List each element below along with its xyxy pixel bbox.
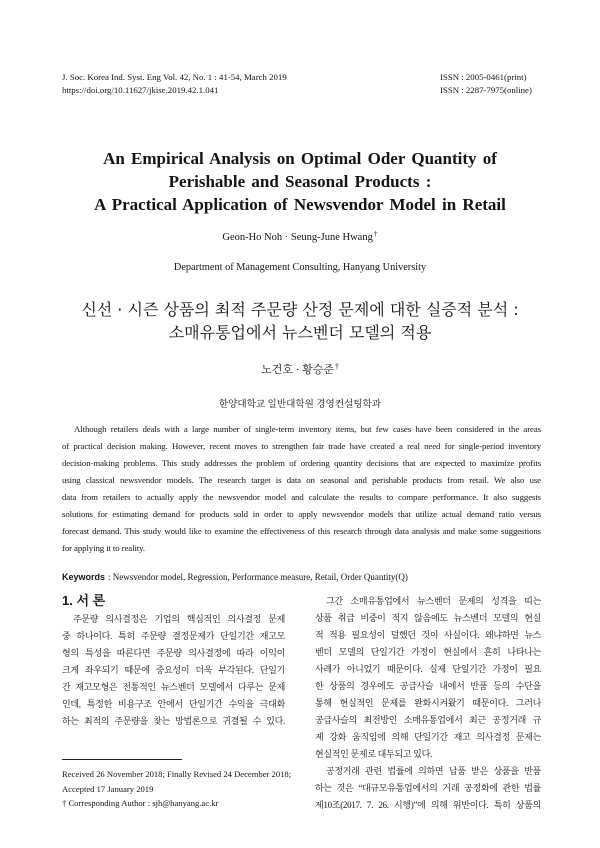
abstract-line: Although retailers deals with a large number of single-term inventory items, but few cases have been considered in the areas: [74, 424, 541, 434]
korean-author-names: 노건호 · 황승준: [261, 364, 334, 376]
keywords-text: : Newsvendor model, Regression, Performance measure, Retail, Order Quantity(Q): [108, 572, 408, 582]
right-column-line: 현실적인 문제로 대두되고 있다.: [315, 748, 432, 759]
right-column-line: 한 상품의 경우에도 공급사슬 내에서 반품 등의 수단을: [315, 680, 541, 691]
right-column-line: 적 적용 필요성이 덜했던 것이 사실이다. 왜냐하면 뉴스: [315, 629, 541, 640]
accepted-date: Accepted 17 January 2019: [62, 783, 154, 794]
left-column-line: 간 재고모형은 전통적인 뉴스벤더 모델에서 다루는 문제: [62, 681, 285, 692]
abstract-line: of practical decision making. However, recent moves to strengthen fair trade have created a real need for single-period inventory: [62, 441, 541, 451]
doi-link[interactable]: https://doi.org/10.11627/jkise.2019.42.1.041: [62, 85, 219, 95]
english-affiliation: Department of Management Consulting, Hanyang University: [173, 262, 427, 273]
right-column-line: 사례가 아니었기 때문이다. 실제 단일기간 가정이 필요: [315, 663, 541, 674]
korean-title-line: 신선 · 시즌 상품의 최적 주문량 산정 문제에 대한 실증적 분석 :: [81, 300, 519, 319]
journal-citation: J. Soc. Korea Ind. Syst. Eng Vol. 42, No. 1 : 41-54, March 2019: [62, 72, 287, 82]
left-column-line: 중 하나이다. 특히 주문량 결정문제가 단일기간 재고모: [62, 630, 285, 641]
right-column-line: 상품 취급 비중이 적지 않음에도 뉴스벤더 모델의 현실: [315, 612, 541, 623]
english-title: [0, 147, 600, 216]
left-column-line: 인데, 특정한 비용구조 안에서 단일기간 수익을 극대화: [62, 698, 285, 709]
right-column-line: 하는 것은 “대규모유통업에서의 거래 공정화에 관한 법률: [315, 782, 541, 793]
left-column-line: 하는 최적의 주문량을 찾는 방법론으로 귀결될 수 있다.: [62, 715, 285, 726]
english-author-names: Geon-Ho Noh · Seung-June Hwang: [222, 232, 373, 243]
english-title-line: An Empirical Analysis on Optimal Oder Quantity of: [103, 149, 497, 168]
right-column-line: 공정거래 관련 법률에 의하면 납품 받은 상품을 반품: [326, 765, 541, 776]
english-authors: [0, 231, 600, 245]
abstract-line: forecast demand. This study would like to examine the effectiveness of this research through data analysis and make some suggestions: [62, 526, 541, 536]
right-column-line: 제10조(2017. 7. 26. 시행)”에 의해 위반이다. 특히 상품의: [315, 799, 541, 810]
korean-title-line: 소매유통업에서 뉴스벤더 모델의 적용: [168, 323, 432, 342]
abstract: [62, 421, 541, 557]
corresponding-mark: †: [373, 229, 378, 238]
right-column-line: 통해 현실적인 문제를 완화시켜왔기 때문이다. 그러나: [315, 697, 541, 708]
korean-authors: [0, 363, 600, 378]
left-column-line: 형의 특성을 따른다면 주문량 의사결정에 따라 이익이: [62, 647, 285, 658]
left-column-line: 주문량 의사결정은 기업의 핵심적인 의사결정 문제: [73, 613, 285, 624]
english-title-line: Perishable and Seasonal Products :: [168, 172, 432, 191]
issn-online: ISSN : 2287-7975(online): [440, 85, 532, 95]
abstract-line: for applying it to reality.: [62, 543, 145, 553]
right-column-line: 벤더 모델의 단일기간 가정이 현실에서 흔히 나타나는: [315, 646, 541, 657]
left-column-line: 크게 좌우되기 때문에 중요성이 더욱 부각된다. 단일기: [62, 664, 285, 675]
corresponding-author: † Corresponding Author : sjh@hanyang.ac.kr: [62, 798, 219, 808]
keywords: [62, 570, 541, 584]
abstract-line: solutions for estimating demand for products sold in order to apply newsvendor models that utilize actual demand ratio versus: [62, 509, 541, 519]
right-column-line: 공급사슬의 최전방인 소매유통업에서 최근 공정거래 규: [315, 714, 541, 725]
left-column: [62, 611, 285, 730]
english-title-line: A Practical Application of Newsvendor Model in Retail: [94, 195, 506, 214]
abstract-line: using classical newsvendor models. The research target is data on seasonal and perishable products from retail. We also use: [62, 475, 541, 485]
abstract-line: data from retailers to actually apply the newsvendor model and calculate the results to compare performance. It also suggests: [62, 492, 541, 502]
footnote-divider: [62, 759, 182, 760]
issn-print: ISSN : 2005-0461(print): [440, 72, 527, 82]
right-column-line: 그간 소매유통업에서 뉴스벤더 문제의 성격을 띠는: [326, 595, 541, 606]
right-column-line: 제 강화 움직임에 의해 단일기간 재고 의사결정 문제는: [315, 731, 541, 742]
korean-affiliation: 한양대학교 일반대학원 경영컨설팅학과: [218, 399, 382, 410]
journal-header-left: [62, 71, 287, 97]
korean-title: [0, 298, 600, 344]
abstract-line: decision-making problems. This study addresses the problem of ordering quantity decisions that are expected to maximize profits: [62, 458, 541, 468]
journal-header-right: [440, 71, 532, 97]
section-heading: 1. 서 론: [62, 593, 106, 608]
keywords-label: Keywords: [62, 572, 106, 582]
right-column: [315, 593, 541, 814]
footnotes: [62, 767, 302, 811]
received-date: Received 26 November 2018; Finally Revised 24 December 2018;: [62, 769, 292, 779]
corresponding-mark: †: [334, 362, 339, 371]
